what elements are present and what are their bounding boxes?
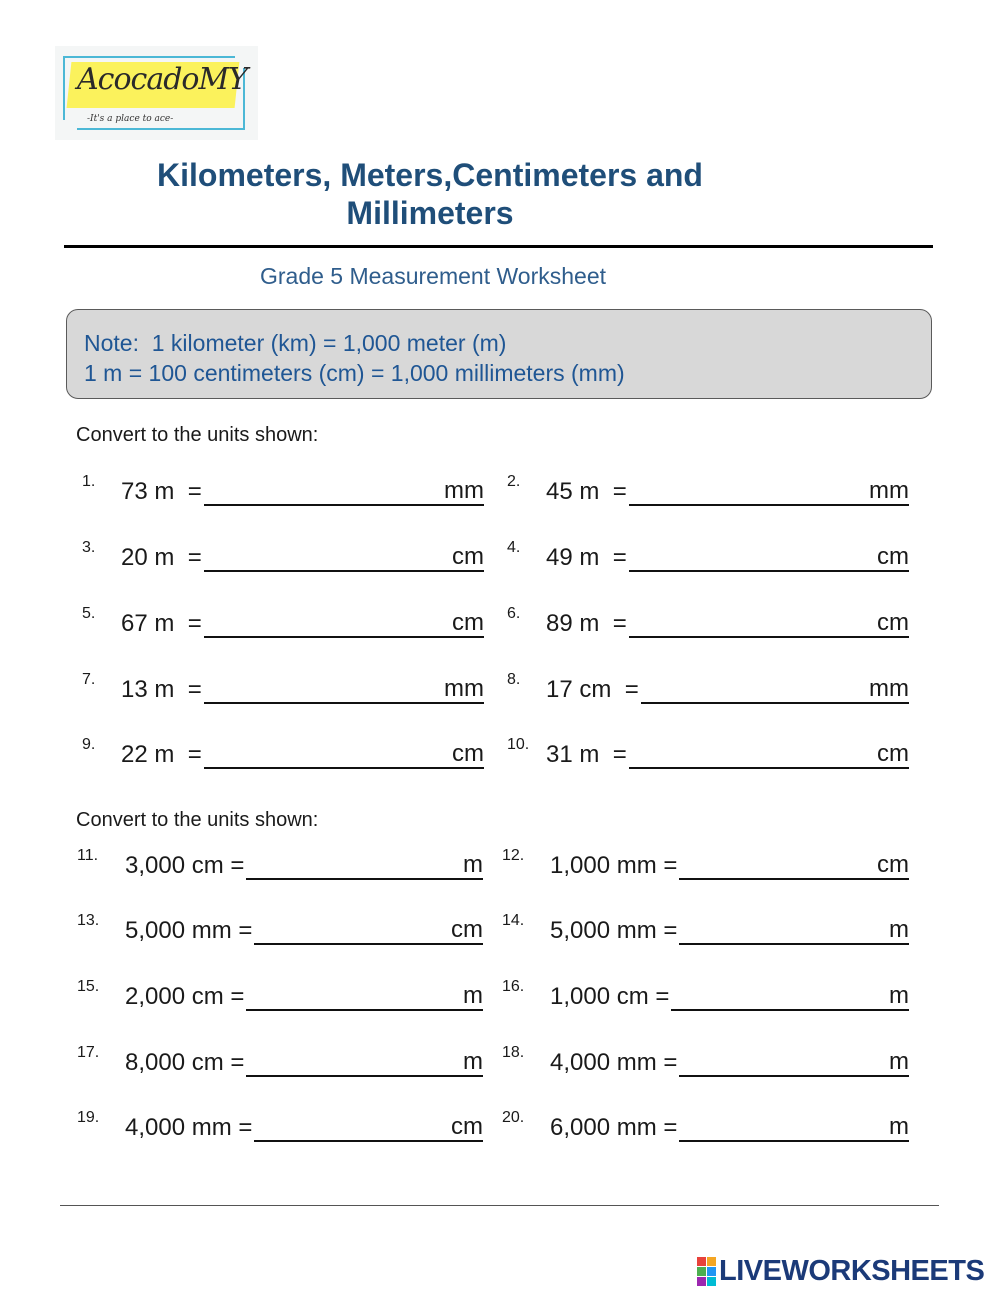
problem-number: 19. — [77, 1109, 100, 1126]
answer-blank[interactable] — [246, 852, 464, 880]
problem-3 — [82, 539, 484, 573]
answer-unit: m — [889, 982, 909, 1009]
problem-number: 15. — [77, 978, 100, 995]
problem-question: 13 m = — [121, 676, 202, 703]
problem-number: 13. — [77, 912, 100, 929]
title-divider — [64, 245, 933, 248]
page-subtitle: Grade 5 Measurement Worksheet — [259, 263, 606, 289]
problem-question: 5,000 mm = — [125, 917, 253, 944]
problem-4 — [507, 539, 909, 573]
answer-blank[interactable] — [246, 983, 464, 1011]
answer-unit: m — [463, 1048, 483, 1075]
answer-blank[interactable] — [204, 610, 453, 638]
problem-17 — [77, 1044, 483, 1078]
brand-block — [707, 1277, 716, 1286]
answer-unit: m — [463, 851, 483, 878]
answer-blank[interactable] — [629, 478, 870, 506]
problem-question: 31 m = — [546, 741, 627, 768]
problem-2 — [507, 473, 909, 507]
page-title-line-2: Millimeters — [346, 195, 514, 231]
logo-tagline: -It's a place to ace- — [87, 114, 174, 124]
section-2-instruction: Convert to the units shown: — [76, 809, 319, 831]
problem-question: 4,000 mm = — [550, 1049, 678, 1076]
page-title-line-1: Kilometers, Meters,Centimeters and — [157, 157, 703, 193]
problem-number: 17. — [77, 1044, 100, 1061]
problem-11 — [77, 847, 483, 881]
problem-question: 49 m = — [546, 544, 627, 571]
answer-blank[interactable] — [671, 983, 890, 1011]
answer-blank[interactable] — [254, 917, 452, 945]
answer-unit: m — [889, 1113, 909, 1140]
answer-blank[interactable] — [679, 1049, 890, 1077]
footer-divider — [60, 1205, 939, 1206]
note-line-2: 1 m = 100 centimeters (cm) = 1,000 millimeters (mm) — [84, 360, 625, 386]
problem-number: 3. — [82, 539, 96, 556]
problem-number: 5. — [82, 605, 96, 622]
answer-unit: cm — [877, 609, 909, 636]
problem-question: 4,000 mm = — [125, 1114, 253, 1141]
brand-block — [707, 1257, 716, 1266]
problem-question: 73 m = — [121, 478, 202, 505]
problem-number: 18. — [502, 1044, 525, 1061]
problem-9 — [82, 736, 484, 770]
answer-blank[interactable] — [204, 478, 445, 506]
answer-blank[interactable] — [679, 1114, 890, 1142]
problem-question: 5,000 mm = — [550, 917, 678, 944]
answer-unit: cm — [877, 851, 909, 878]
problem-number: 9. — [82, 736, 96, 753]
answer-blank[interactable] — [204, 676, 445, 704]
brand-block — [697, 1257, 706, 1266]
acocadomy-logo — [55, 46, 258, 140]
problem-19 — [77, 1109, 483, 1143]
section-1-instruction: Convert to the units shown: — [76, 424, 319, 446]
problem-6 — [507, 605, 909, 639]
problem-number: 10. — [507, 736, 530, 753]
brand-block — [697, 1277, 706, 1286]
problem-7 — [82, 671, 484, 705]
problem-number: 16. — [502, 978, 525, 995]
problem-15 — [77, 978, 483, 1012]
problem-question: 17 cm = — [546, 676, 639, 703]
answer-unit: mm — [444, 675, 484, 702]
answer-blank[interactable] — [641, 676, 870, 704]
answer-blank[interactable] — [246, 1049, 464, 1077]
problem-number: 2. — [507, 473, 521, 490]
answer-unit: mm — [869, 675, 909, 702]
answer-unit: cm — [451, 1113, 483, 1140]
answer-unit: mm — [869, 477, 909, 504]
answer-blank[interactable] — [254, 1114, 452, 1142]
problem-number: 7. — [82, 671, 96, 688]
answer-unit: cm — [451, 916, 483, 943]
answer-unit: m — [889, 1048, 909, 1075]
answer-unit: cm — [877, 740, 909, 767]
problem-question: 8,000 cm = — [125, 1049, 245, 1076]
problem-20 — [502, 1109, 909, 1143]
problem-number: 6. — [507, 605, 521, 622]
problem-question: 20 m = — [121, 544, 202, 571]
answer-blank[interactable] — [629, 544, 878, 572]
answer-blank[interactable] — [629, 610, 878, 638]
problem-18 — [502, 1044, 909, 1078]
problem-number: 20. — [502, 1109, 525, 1126]
problem-question: 1,000 mm = — [550, 852, 678, 879]
problem-question: 22 m = — [121, 741, 202, 768]
problem-12 — [502, 847, 909, 881]
liveworksheets-brand — [697, 1255, 984, 1288]
problem-question: 1,000 cm = — [550, 983, 670, 1010]
answer-unit: cm — [452, 609, 484, 636]
problem-number: 14. — [502, 912, 525, 929]
problem-14 — [502, 912, 909, 946]
answer-unit: m — [463, 982, 483, 1009]
answer-blank[interactable] — [204, 544, 453, 572]
problem-number: 11. — [77, 847, 99, 864]
problem-13 — [77, 912, 483, 946]
answer-blank[interactable] — [204, 741, 453, 769]
answer-blank[interactable] — [679, 917, 890, 945]
answer-unit: cm — [877, 543, 909, 570]
problem-5 — [82, 605, 484, 639]
page-title — [60, 156, 800, 232]
answer-unit: cm — [452, 740, 484, 767]
brand-text: LIVEWORKSHEETS — [719, 1255, 985, 1287]
answer-unit: cm — [452, 543, 484, 570]
note-line-1: Note: 1 kilometer (km) = 1,000 meter (m) — [84, 330, 507, 356]
problem-question: 6,000 mm = — [550, 1114, 678, 1141]
answer-unit: m — [889, 916, 909, 943]
problem-10 — [507, 736, 909, 770]
problem-question: 67 m = — [121, 610, 202, 637]
problem-16 — [502, 978, 909, 1012]
problem-question: 3,000 cm = — [125, 852, 245, 879]
problem-question: 89 m = — [546, 610, 627, 637]
brand-blocks-icon — [697, 1257, 716, 1286]
brand-block — [697, 1267, 706, 1276]
answer-blank[interactable] — [629, 741, 878, 769]
brand-block — [707, 1267, 716, 1276]
problem-number: 1. — [82, 473, 96, 490]
problem-8 — [507, 671, 909, 705]
logo-name: AcocadoMY — [77, 62, 248, 97]
note-box — [66, 309, 932, 399]
problem-question: 2,000 cm = — [125, 983, 245, 1010]
problem-1 — [82, 473, 484, 507]
answer-blank[interactable] — [679, 852, 878, 880]
problem-number: 12. — [502, 847, 525, 864]
problem-number: 4. — [507, 539, 521, 556]
answer-unit: mm — [444, 477, 484, 504]
problem-number: 8. — [507, 671, 521, 688]
problem-question: 45 m = — [546, 478, 627, 505]
